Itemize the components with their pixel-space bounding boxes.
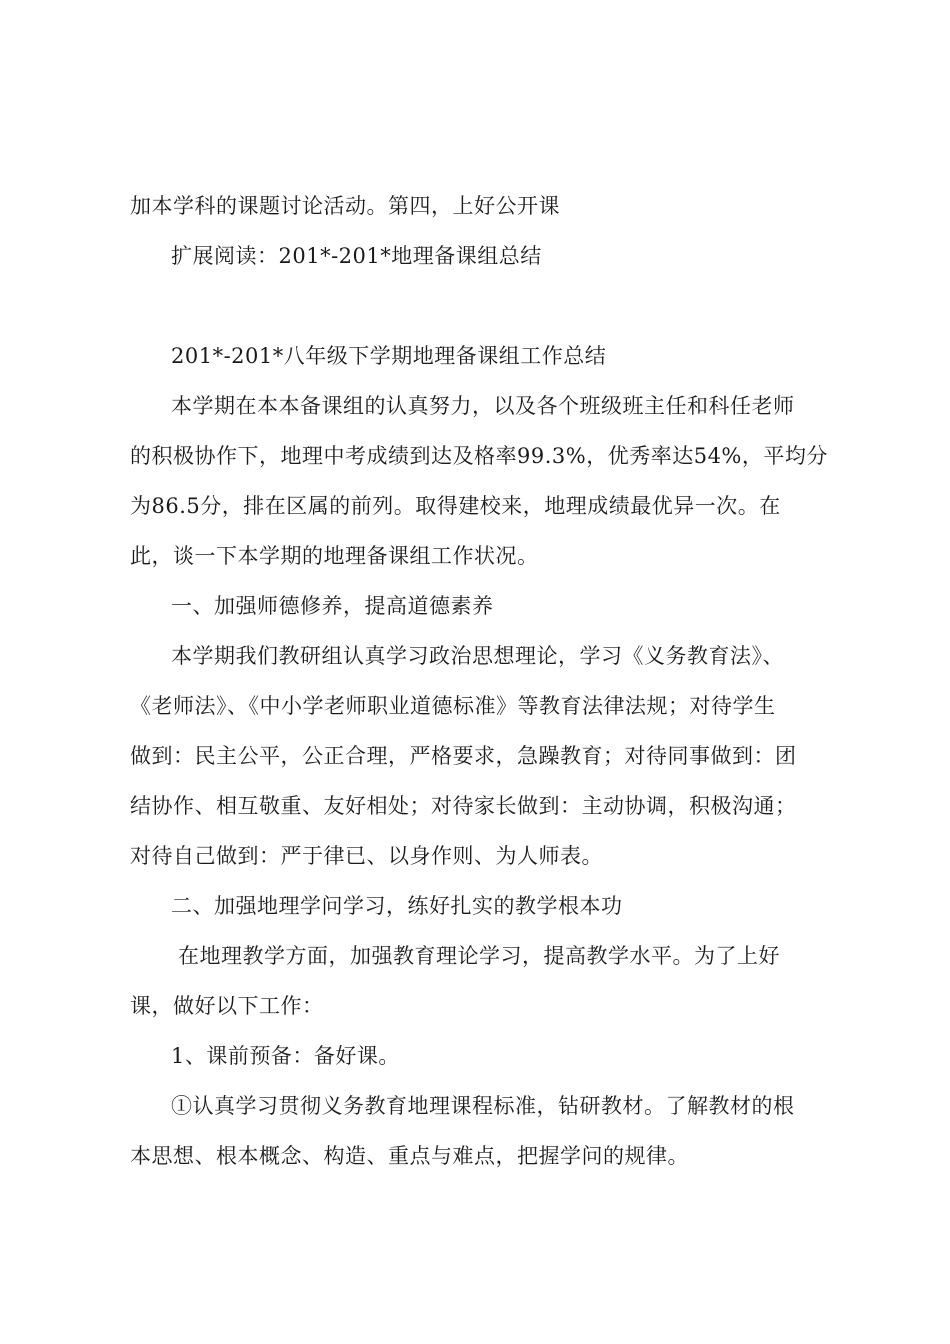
text-line: 加本学科的课题讨论活动。第四，上好公开课 <box>130 194 560 218</box>
paragraph-line: 结协作、相互敬重、友好相处；对待家长做到：主动协调，积极沟通； <box>130 794 797 818</box>
extended-reading-heading: 扩展阅读：201*-201*地理备课组总结 <box>171 244 542 268</box>
subsection-heading: 1、课前预备：备好课。 <box>171 1044 400 1068</box>
report-title: 201*-201*八年级下学期地理备课组工作总结 <box>171 344 607 368</box>
paragraph-line: 课，做好以下工作： <box>130 994 324 1018</box>
paragraph-line: 本学期在本本备课组的认真努力，以及各个班级班主任和科任老师 <box>171 394 795 418</box>
paragraph-line: 《老师法》、《中小学老师职业道德标准》等教育法律法规；对待学生 <box>130 694 776 718</box>
paragraph-line: 本思想、根本概念、构造、重点与难点，把握学问的规律。 <box>130 1144 689 1168</box>
paragraph-line: 本学期我们教研组认真学习政治思想理论，学习《义务教育法》、 <box>171 644 784 668</box>
paragraph-line: 在地理教学方面，加强教育理论学习，提高教学水平。为了上好 <box>178 944 780 968</box>
paragraph-line: 做到：民主公平，公正合理，严格要求，急躁教育；对待同事做到：团 <box>130 744 797 768</box>
paragraph-line: 的积极协作下，地理中考成绩到达及格率99.3%，优秀率达54%，平均分 <box>130 444 828 468</box>
paragraph-line: 对待自己做到：严于律已、以身作则、为人师表。 <box>130 844 603 868</box>
paragraph-line: ①认真学习贯彻义务教育地理课程标准，钻研教材。了解教材的根 <box>171 1094 795 1118</box>
section-heading-1: 一、加强师德修养，提高道德素养 <box>171 594 494 618</box>
paragraph-line: 此，谈一下本学期的地理备课组工作状况。 <box>130 544 539 568</box>
paragraph-line: 为86.5分，排在区属的前列。取得建校来，地理成绩最优异一次。在 <box>130 494 781 518</box>
section-heading-2: 二、加强地理学问学习，练好扎实的教学根本功 <box>171 894 623 918</box>
